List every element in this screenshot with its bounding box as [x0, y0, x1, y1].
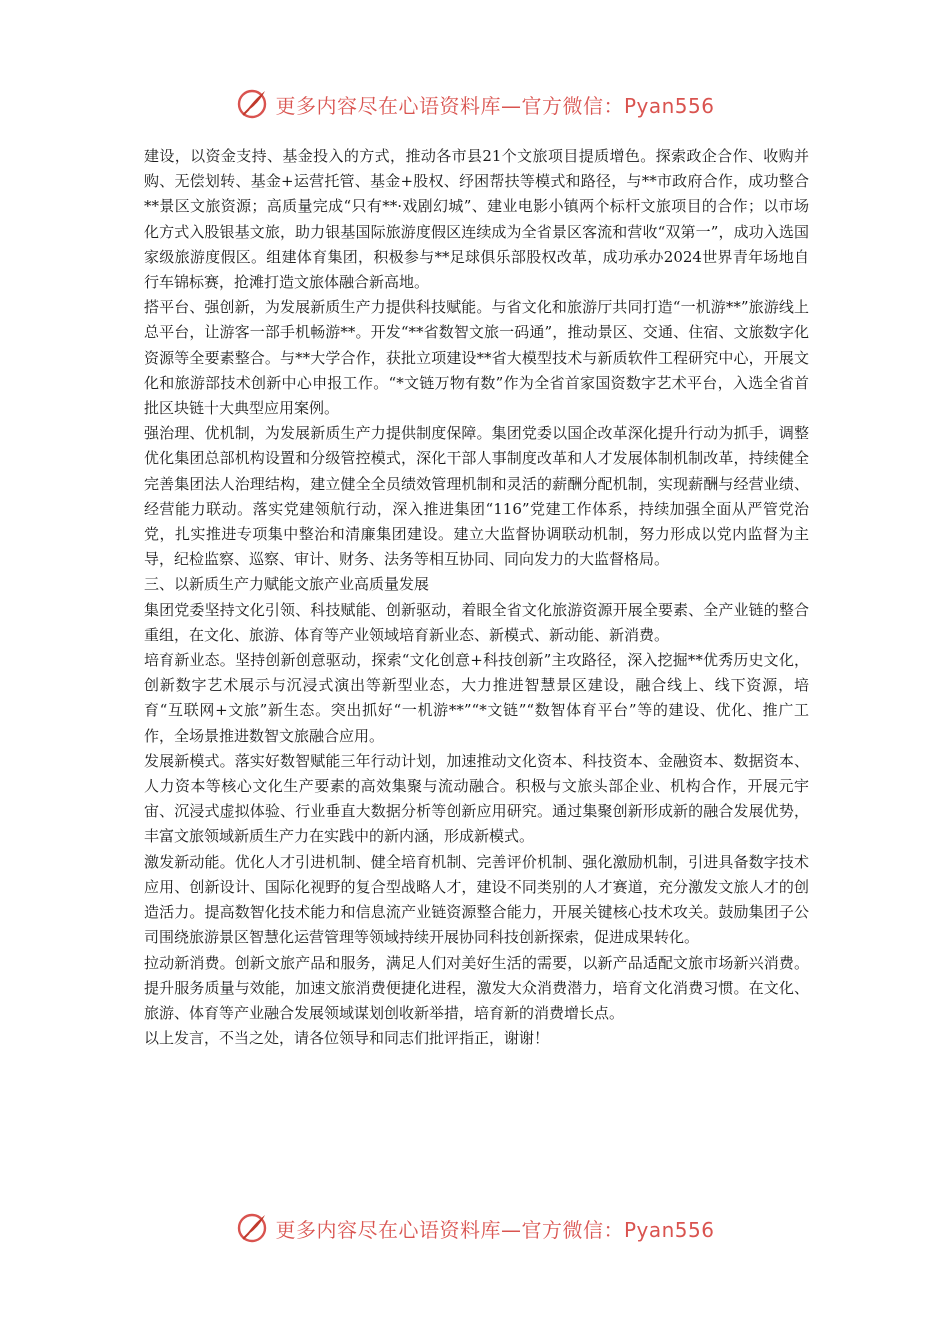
header-banner: [0, 84, 950, 124]
section-heading: 三、以新质生产力赋能文旅产业高质量发展: [144, 575, 430, 594]
paragraph: 发展新模式。落实好数智赋能三年行动计划，加速推动文化资本、科技资本、金融资本、数据资本、人力资本等核心文化生产要素的高效集聚与流动融合。积极与文旅头部企业、机构合作，开展元宇宙、沉浸式虚拟体验、行业垂直大数据分析等创新应用研究。通过集聚创新形成新的融合发展优势，丰富文旅领域新质生产力在实践中的新内涵，形成新模式。: [144, 751, 809, 846]
paragraph: 培育新业态。坚持创新创意驱动，探索“文化创意+科技创新”主攻路径，深入挖掘**优秀历史文化，创新数字艺术展示与沉浸式演出等新型业态，大力推进智慧景区建设，融合线上、线下资源，培育“互联网+文旅”新生态。突出抓好“一机游**”“*文链”“数智体育平台”等的建设、优化、推广工作，全场景推进数智文旅融合应用。: [144, 651, 809, 745]
paragraph: 集团党委坚持文化引领、科技赋能、创新驱动，着眼全省文化旅游资源开展全要素、全产业链的整合重组，在文化、旅游、体育等产业领域培育新业态、新模式、新动能、新消费。: [144, 600, 809, 644]
banner-text: 更多内容尽在心语资料库—官方微信：Pyan556: [275, 93, 715, 118]
footer-banner: [0, 1208, 950, 1248]
banner-text: 更多内容尽在心语资料库—官方微信：Pyan556: [275, 1217, 715, 1242]
paragraph: 强治理、优机制，为发展新质生产力提供制度保障。集团党委以国企改革深化提升行动为抓手，调整优化集团总部机构设置和分级管控模式，深化干部人事制度改革和人才发展体制机制改革，持续健全完善集团法人治理结构，建立健全全员绩效管理机制和灵活的薪酬分配机制，实现薪酬与经营业绩、经营能力联动。落实党建领航行动，深入推进集团“116”党建工作体系，持续加强全面从严管党治党，扎实推进专项集中整治和清廉集团建设。建立大监督协调联动机制，努力形成以党内监督为主导，纪检监察、巡察、审计、财务、法务等相互协同、同向发力的大监督格局。: [144, 424, 809, 569]
paragraph: 搭平台、强创新，为发展新质生产力提供科技赋能。与省文化和旅游厅共同打造“一机游**”旅游线上总平台，让游客一部手机畅游**。开发“**省数智文旅一码通”，推动景区、交通、住宿、文旅数字化资源等全要素整合。与**大学合作，获批立项建设**省大模型技术与新质软件工程研究中心，开展文化和旅游部技术创新中心申报工作。“*文链万物有数”作为全省首家国资数字艺术平台，入选全省首批区块链十大典型应用案例。: [144, 298, 809, 418]
feather-quill-icon: [235, 87, 269, 121]
paragraph: 激发新动能。优化人才引进机制、健全培育机制、完善评价机制、强化激励机制，引进具备数字技术应用、创新设计、国际化视野的复合型战略人才，建设不同类别的人才赛道，充分激发文旅人才的创造活力。提高数智化技术能力和信息流产业链资源整合能力，开展关键核心技术攻关。鼓励集团子公司围绕旅游景区智慧化运营管理等领域持续开展协同科技创新探索，促进成果转化。: [144, 852, 809, 947]
feather-quill-icon: [235, 1211, 269, 1245]
document-body: [144, 144, 809, 1051]
paragraph: 拉动新消费。创新文旅产品和服务，满足人们对美好生活的需要，以新产品适配文旅市场新兴消费。提升服务质量与效能，加速文旅消费便捷化进程，激发大众消费潜力，培育文化消费习惯。在文化、旅游、体育等产业融合发展领域谋划创收新举措，培育新的消费增长点。: [144, 953, 809, 1022]
closing-paragraph: 以上发言，不当之处，请各位领导和同志们批评指正，谢谢！: [144, 1029, 550, 1048]
paragraph: 建设，以资金支持、基金投入的方式，推动各市县21个文旅项目提质增色。探索政企合作、收购并购、无偿划转、基金+运营托管、基金+股权、纾困帮扶等模式和路径，与**市政府合作，成功整合**景区文旅资源；高质量完成“只有**·戏剧幻城”、建业电影小镇两个标杆文旅项目的合作；以市场化方式入股银基文旅，助力银基国际旅游度假区连续成为全省景区客流和营收“双第一”，成功入选国家级旅游度假区。组建体育集团，积极参与**足球俱乐部股权改革，成功承办2024世界青年场地自行车锦标赛，抢滩打造文旅体融合新高地。: [144, 147, 809, 292]
